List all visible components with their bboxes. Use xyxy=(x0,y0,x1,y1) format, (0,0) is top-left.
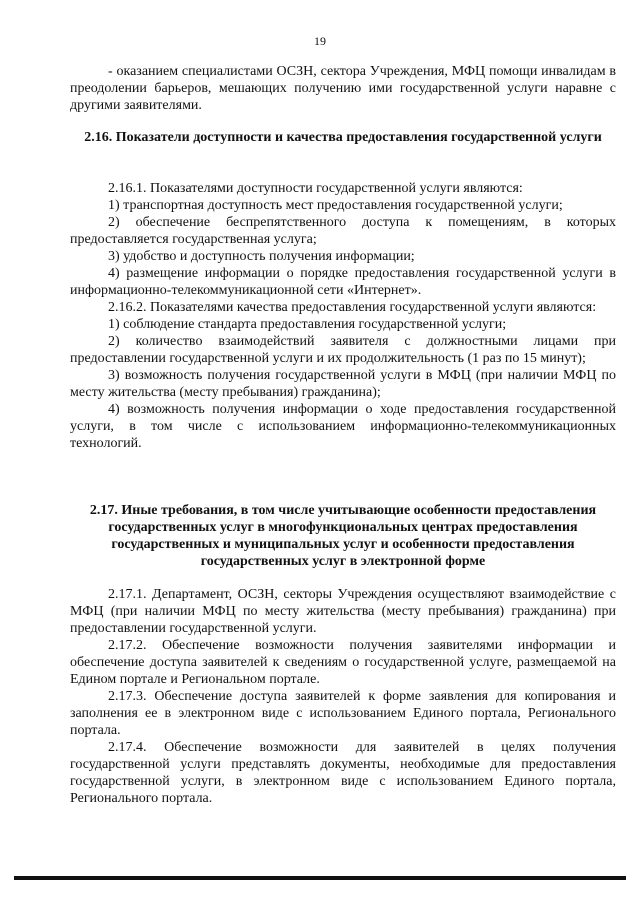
list-item: 4) возможность получения информации о ходе предоставления государственной услуги, в том числе с использованием информационно-телекоммуникационных технологий. xyxy=(70,402,616,451)
list-item: 2) количество взаимодействий заявителя с должностными лицами при предоставлении государственной услуги и их продолжительность (1 раз по 15 минут); xyxy=(70,334,616,366)
section-2-16-body xyxy=(70,180,616,452)
intro-paragraph: - оказанием специалистами ОСЗН, сектора Учреждения, МФЦ помощи инвалидам в преодолении барьеров, мешающих получению ими государственной услуги наравне с другими заявителями. xyxy=(70,64,616,113)
paragraph: 2.16.2. Показателями качества предоставления государственной услуги являются: xyxy=(108,300,597,315)
paragraph: 2.16.1. Показателями доступности государственной услуги являются: xyxy=(108,181,523,196)
list-item: 4) размещение информации о порядке предоставления государственной услуги в информационно-телекоммуникационной сети «Интернет». xyxy=(70,266,616,298)
list-item: 3) удобство и доступность получения информации; xyxy=(108,249,415,264)
section-2-17-heading: 2.17. Иные требования, в том числе учитывающие особенности предоставления государственных услуг в многофункциональных центрах предоставления государственных и муниципальных услуг и особенности предоставления государственных услуг в электронной форме xyxy=(89,503,597,569)
bottom-rule xyxy=(14,876,626,880)
paragraph: 2.17.4. Обеспечение возможности для заявителей в целях получения государственной услуги представлять документы, необходимые для предоставления государственной услуги, в электронном виде с использованием Единого портала, Регионального портала. xyxy=(70,740,616,806)
list-item: 1) соблюдение стандарта предоставления государственной услуги; xyxy=(108,317,507,332)
section-2-16-heading: 2.16. Показатели доступности и качества предоставления государственной услуги xyxy=(84,130,602,145)
list-item: 1) транспортная доступность мест предоставления государственной услуги; xyxy=(108,198,563,213)
list-item: 3) возможность получения государственной услуги в МФЦ (при наличии МФЦ по месту жительства (месту пребывания) гражданина); xyxy=(70,368,616,400)
page-number: 19 xyxy=(314,34,326,48)
paragraph: 2.17.2. Обеспечение возможности получения заявителями информации и обеспечение доступа заявителей к сведениям о государственной услуге, размещаемой на Едином портале и Региональном портале. xyxy=(70,638,616,687)
list-item: 2) обеспечение беспрепятственного доступа к помещениям, в которых предоставляется государственная услуга; xyxy=(70,215,616,247)
paragraph: 2.17.3. Обеспечение доступа заявителей к форме заявления для копирования и заполнения ее в электронном виде с использованием Единого портала, Регионального портала. xyxy=(70,689,616,738)
intro-block xyxy=(70,63,616,114)
section-2-17-body xyxy=(70,586,616,807)
paragraph: 2.17.1. Департамент, ОСЗН, секторы Учреждения осуществляют взаимодействие с МФЦ (при наличии МФЦ по месту жительства (месту пребывания) гражданина) при предоставлении государственной услуги. xyxy=(70,587,616,636)
